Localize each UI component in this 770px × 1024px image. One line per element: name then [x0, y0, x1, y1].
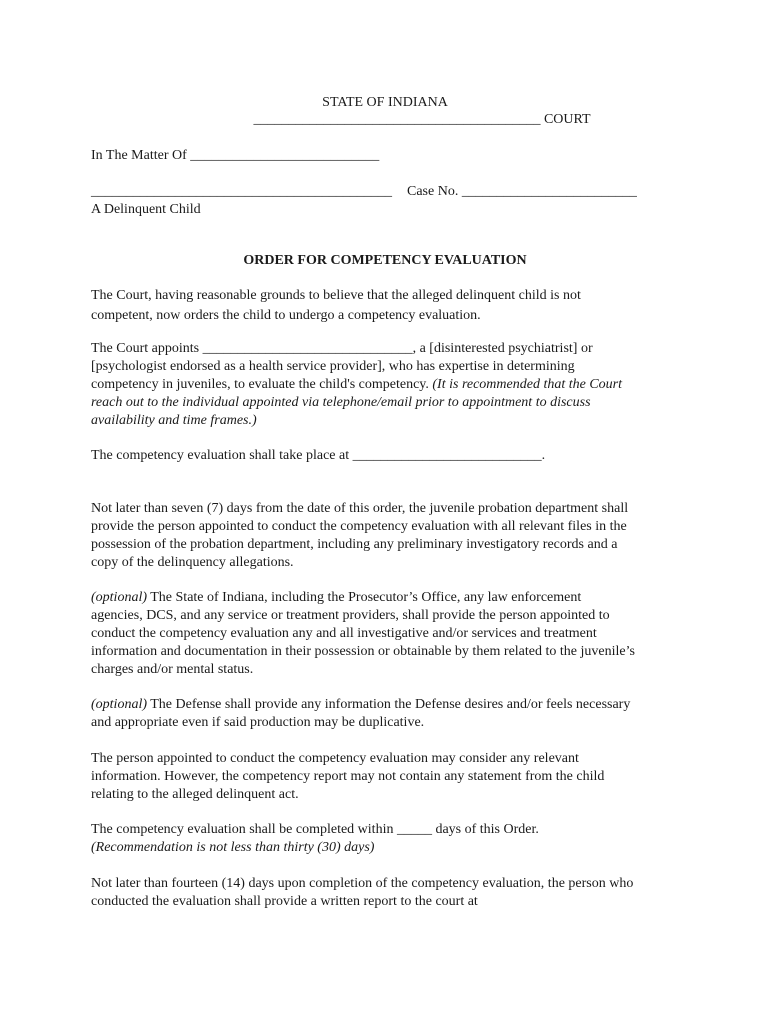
paragraph-probation-files — [91, 500, 691, 572]
text-line: information and documentation in their possession or obtainable by them related to the juvenile’s — [91, 644, 635, 659]
court-name-line: _________________________________________ COURT — [253, 112, 591, 127]
text-line — [91, 839, 691, 857]
paragraph-location — [91, 447, 691, 465]
text-line: possession of the probation department, including any preliminary investigatory records and a — [91, 537, 618, 552]
text-line: Not later than fourteen (14) days upon completion of the competency evaluation, the person who — [91, 876, 634, 891]
matter-of-line: In The Matter Of ___________________________ — [91, 148, 380, 163]
text-line: copy of the delinquency allegations. — [91, 555, 294, 570]
text-line: The competency evaluation shall be completed within _____ days of this Order. — [91, 822, 539, 837]
text-line: agencies, DCS, and any service or treatment providers, shall provide the person appointed to — [91, 608, 610, 623]
order-title: ORDER FOR COMPETENCY EVALUATION — [243, 253, 527, 268]
paragraph-written-report — [91, 875, 691, 911]
child-name-blank: ___________________________________________ — [91, 184, 392, 199]
text-line: relating to the alleged delinquent act. — [91, 787, 299, 802]
text-line — [91, 376, 691, 394]
recommendation-note: (Recommendation is not less than thirty (30) days) — [91, 840, 375, 855]
text-line: The person appointed to conduct the competency evaluation may consider any relevant — [91, 751, 579, 766]
text-span: The Defense shall provide any information the Defense desires and/or feels necessary — [147, 697, 631, 712]
text-line: and appropriate even if said production may be duplicative. — [91, 715, 425, 730]
case-number-line: Case No. _________________________ — [407, 184, 637, 199]
text-line: information. However, the competency report may not contain any statement from the child — [91, 769, 605, 784]
text-line — [91, 394, 691, 412]
text-line — [91, 696, 691, 714]
paragraph-relevant-information — [91, 750, 691, 804]
paragraph-state-materials — [91, 589, 691, 679]
text-span: competency in juveniles, to evaluate the child's competency. — [91, 377, 433, 392]
text-line — [91, 412, 691, 430]
paragraph-completion-deadline — [91, 821, 691, 857]
text-line: conducted the evaluation shall provide a written report to the court at — [91, 894, 478, 909]
text-line — [91, 589, 691, 607]
recommendation-note: (It is recommended that the Court — [432, 377, 623, 392]
text-line: [psychologist endorsed as a health service provider], who has expertise in determining — [91, 359, 575, 374]
text-line: provide the person appointed to conduct the competency evaluation with all relevant files in the — [91, 519, 627, 534]
text-line: The competency evaluation shall take place at ___________________________. — [91, 448, 546, 463]
text-line: The Court appoints ______________________________, a [disinterested psychiatrist] or — [91, 341, 593, 356]
text-line: conduct the competency evaluation any and all investigative and/or services and treatment — [91, 626, 597, 641]
optional-label: (optional) — [91, 590, 147, 605]
text-line: Not later than seven (7) days from the date of this order, the juvenile probation department shall — [91, 501, 629, 516]
paragraph-reasonable-grounds — [91, 286, 691, 326]
text-line: charges and/or mental status. — [91, 662, 254, 677]
recommendation-note: reach out to the individual appointed via telephone/email prior to appointment to discuss — [91, 395, 591, 410]
text-span: The State of Indiana, including the Prosecutor’s Office, any law enforcement — [147, 590, 582, 605]
optional-label: (optional) — [91, 697, 147, 712]
text-line: competent, now orders the child to undergo a competency evaluation. — [91, 308, 481, 323]
delinquent-child-label: A Delinquent Child — [91, 202, 201, 217]
state-heading: STATE OF INDIANA — [322, 95, 448, 110]
paragraph-appointment — [91, 340, 691, 430]
text-line: The Court, having reasonable grounds to believe that the alleged delinquent child is not — [91, 288, 581, 303]
recommendation-note: availability and time frames.) — [91, 413, 257, 428]
paragraph-defense-information — [91, 696, 691, 732]
